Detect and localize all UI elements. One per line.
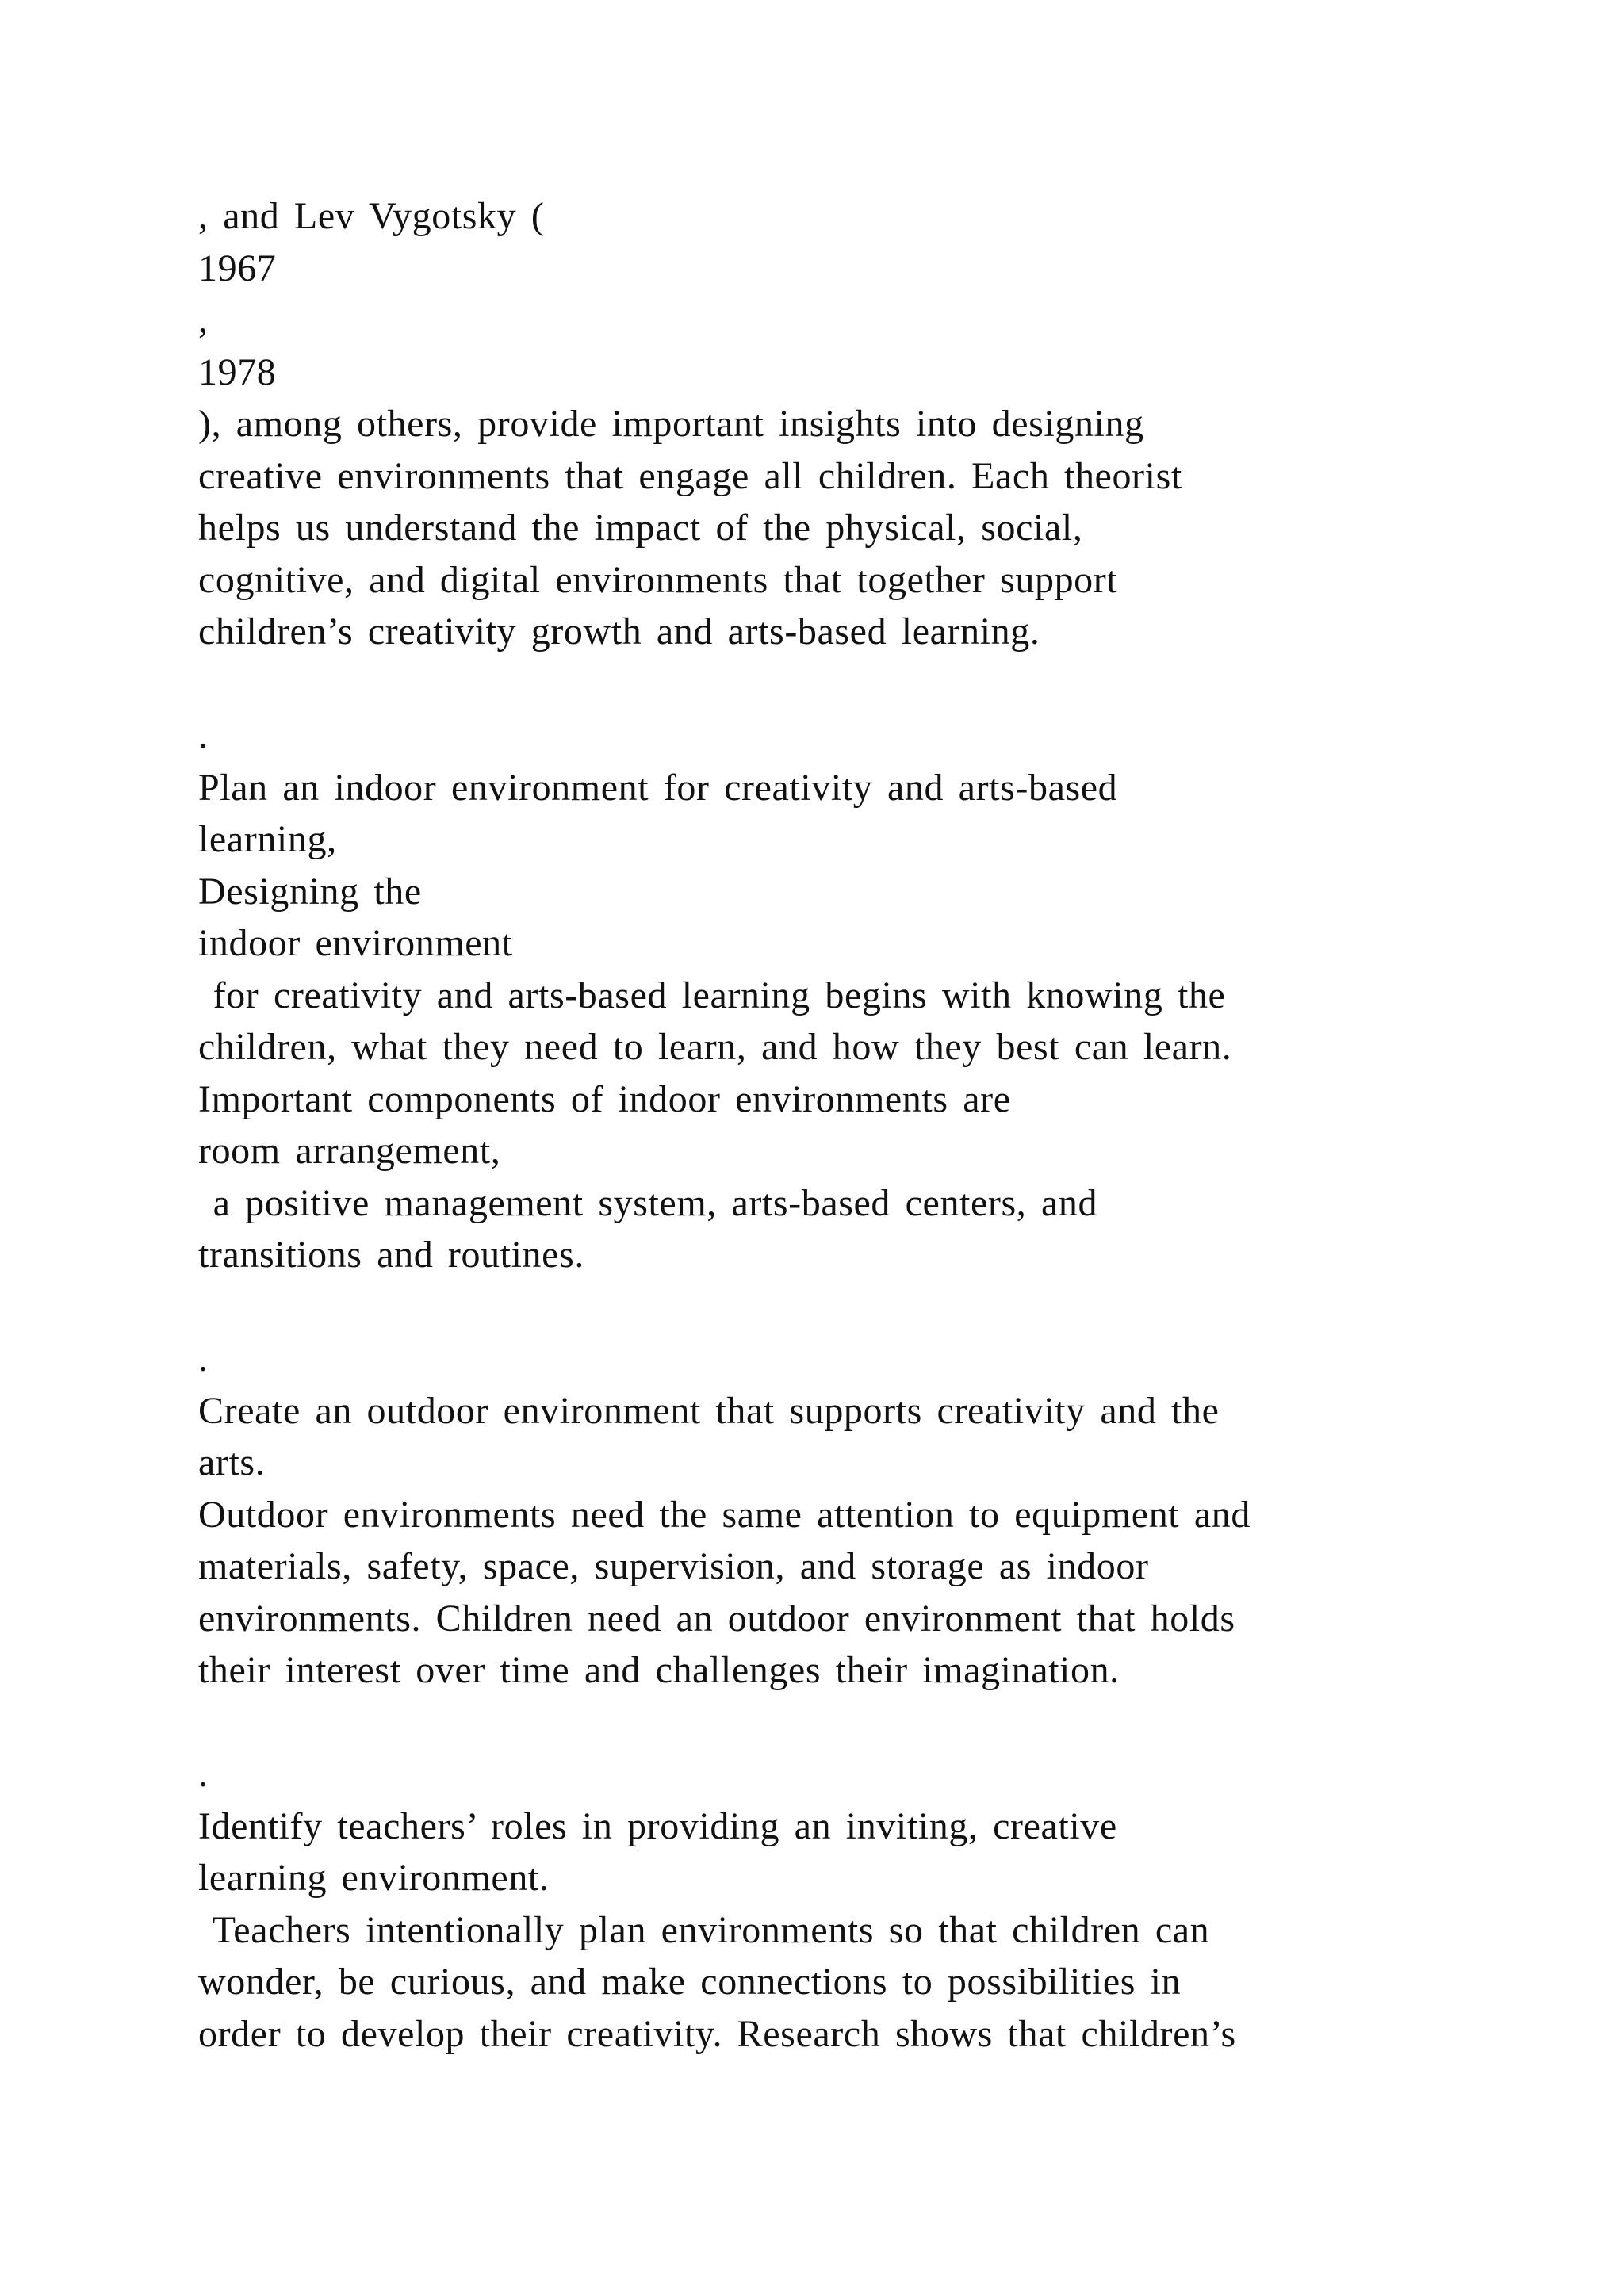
text-line: for creativity and arts-based learning begins with knowing the xyxy=(198,974,1226,1016)
text-line: children’s creativity growth and arts-based learning. xyxy=(198,610,1040,652)
text-line: Important components of indoor environments are xyxy=(198,1077,1011,1120)
spacer xyxy=(198,1697,1507,1749)
text-line: transitions and routines. xyxy=(198,1234,584,1276)
text-line: their interest over time and challenges their imagination. xyxy=(198,1649,1120,1691)
document-body xyxy=(198,190,1507,2060)
section-indoor-environment xyxy=(198,710,1507,1281)
text-line: order to develop their creativity. Research shows that children’s xyxy=(198,2012,1236,2055)
text-line: Designing the xyxy=(198,870,422,913)
section-bullet: . xyxy=(198,1753,209,1795)
section-heading: learning environment. xyxy=(198,1857,550,1899)
text-line: a positive management system, arts-based centers, and xyxy=(198,1181,1098,1224)
section-outdoor-environment xyxy=(198,1333,1507,1697)
key-term: room arrangement, xyxy=(198,1130,501,1172)
text-line: Outdoor environments need the same attention to equipment and xyxy=(198,1493,1251,1536)
text-line: , and Lev Vygotsky ( xyxy=(198,195,545,237)
text-line: wonder, be curious, and make connections to possibilities in xyxy=(198,1961,1182,2003)
text-line: Teachers intentionally plan environments so that children can xyxy=(198,1908,1210,1951)
spacer xyxy=(198,1281,1507,1334)
spacer xyxy=(198,658,1507,710)
text-line: 1967 xyxy=(198,247,277,289)
section-heading: Create an outdoor environment that supports creativity and the xyxy=(198,1389,1220,1432)
section-heading: learning, xyxy=(198,818,337,860)
section-heading: Plan an indoor environment for creativity and arts-based xyxy=(198,766,1118,809)
section-heading: Identify teachers’ roles in providing an inviting, creative xyxy=(198,1804,1117,1847)
text-line: 1978 xyxy=(198,350,277,393)
section-heading: arts. xyxy=(198,1441,266,1483)
text-line: , xyxy=(198,299,209,341)
text-line: ), among others, provide important insights into designing xyxy=(198,403,1144,445)
text-line: creative environments that engage all children. Each theorist xyxy=(198,454,1182,497)
text-line: materials, safety, space, supervision, and storage as indoor xyxy=(198,1545,1149,1587)
key-term: indoor environment xyxy=(198,922,513,964)
text-line: cognitive, and digital environments that together support xyxy=(198,558,1118,601)
text-line: children, what they need to learn, and how they best can learn. xyxy=(198,1026,1232,1068)
text-line: environments. Children need an outdoor environment that holds xyxy=(198,1597,1235,1640)
text-line: helps us understand the impact of the physical, social, xyxy=(198,507,1083,549)
section-bullet: . xyxy=(198,1337,209,1380)
section-teacher-roles xyxy=(198,1748,1507,2060)
section-bullet: . xyxy=(198,714,209,756)
intro-paragraph xyxy=(198,190,1507,658)
